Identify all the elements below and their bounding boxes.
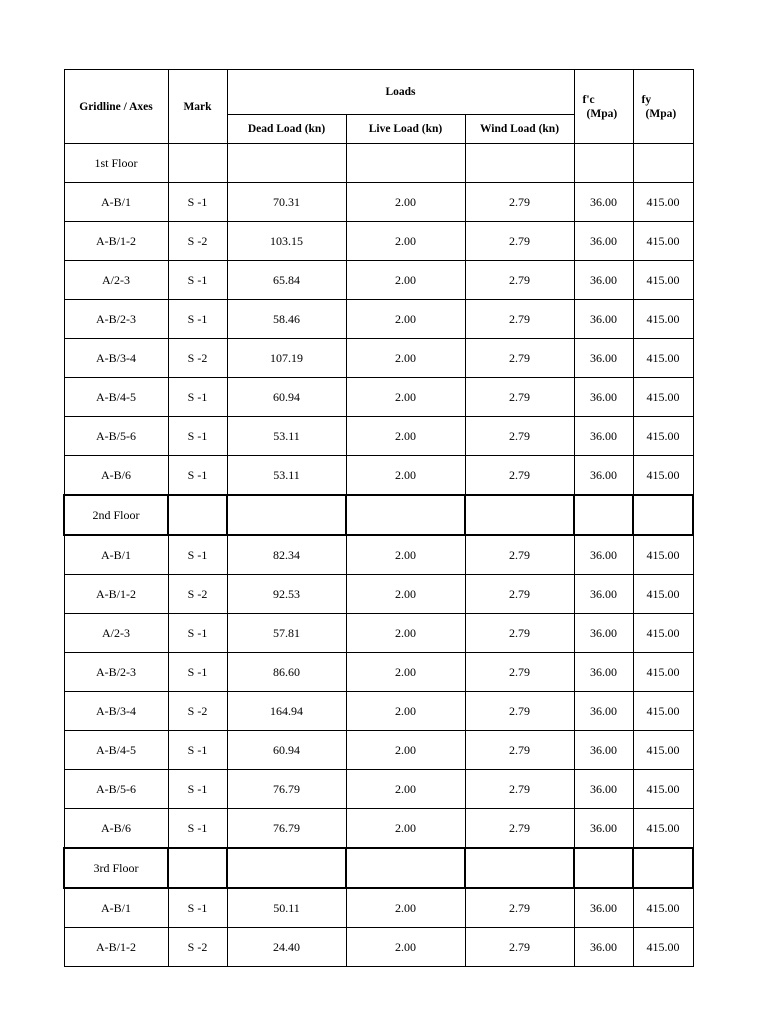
fy-cell: 415.00 — [633, 261, 693, 300]
wind-load-cell: 2.79 — [465, 535, 574, 575]
mark-cell: S -2 — [168, 928, 227, 967]
fc-cell: 36.00 — [574, 261, 633, 300]
dead-load-cell: 103.15 — [227, 222, 346, 261]
fy-cell: 415.00 — [633, 692, 693, 731]
empty-cell — [633, 144, 693, 183]
mark-cell: S -1 — [168, 809, 227, 849]
dead-load-cell: 60.94 — [227, 378, 346, 417]
table-row — [64, 183, 693, 222]
loads-table — [63, 69, 694, 967]
dead-load-cell: 107.19 — [227, 339, 346, 378]
fc-cell: 36.00 — [574, 653, 633, 692]
wind-load-cell: 2.79 — [465, 731, 574, 770]
fc-cell: 36.00 — [574, 614, 633, 653]
floor-label: 3rd Floor — [64, 848, 168, 888]
header-live-load: Live Load (kn) — [346, 115, 465, 144]
wind-load-cell: 2.79 — [465, 888, 574, 928]
dead-load-cell: 76.79 — [227, 809, 346, 849]
gridline-cell: A-B/6 — [64, 456, 168, 496]
wind-load-cell: 2.79 — [465, 809, 574, 849]
fy-cell: 415.00 — [633, 809, 693, 849]
gridline-cell: A-B/1-2 — [64, 222, 168, 261]
table-row — [64, 222, 693, 261]
fy-cell: 415.00 — [633, 456, 693, 496]
table-row — [64, 456, 693, 496]
fy-cell: 415.00 — [633, 614, 693, 653]
mark-cell: S -2 — [168, 692, 227, 731]
empty-cell — [574, 848, 633, 888]
wind-load-cell: 2.79 — [465, 300, 574, 339]
empty-cell — [227, 495, 346, 535]
mark-cell: S -1 — [168, 614, 227, 653]
live-load-cell: 2.00 — [346, 339, 465, 378]
fc-cell: 36.00 — [574, 339, 633, 378]
gridline-cell: A-B/3-4 — [64, 339, 168, 378]
gridline-cell: A-B/1 — [64, 535, 168, 575]
fy-cell: 415.00 — [633, 183, 693, 222]
gridline-cell: A-B/1-2 — [64, 928, 168, 967]
header-fc-label: f'c — [582, 93, 595, 106]
header-fc — [574, 70, 633, 144]
live-load-cell: 2.00 — [346, 809, 465, 849]
mark-cell: S -2 — [168, 339, 227, 378]
fc-cell: 36.00 — [574, 300, 633, 339]
mark-cell: S -1 — [168, 456, 227, 496]
gridline-cell: A/2-3 — [64, 614, 168, 653]
fy-cell: 415.00 — [633, 339, 693, 378]
dead-load-cell: 76.79 — [227, 770, 346, 809]
live-load-cell: 2.00 — [346, 653, 465, 692]
table-row — [64, 417, 693, 456]
header-wind-load: Wind Load (kn) — [465, 115, 574, 144]
mark-cell: S -1 — [168, 653, 227, 692]
gridline-cell: A-B/4-5 — [64, 731, 168, 770]
dead-load-cell: 86.60 — [227, 653, 346, 692]
live-load-cell: 2.00 — [346, 222, 465, 261]
table-row — [64, 770, 693, 809]
wind-load-cell: 2.79 — [465, 614, 574, 653]
table-row — [64, 692, 693, 731]
fc-cell: 36.00 — [574, 222, 633, 261]
header-loads: Loads — [227, 70, 574, 115]
mark-cell: S -2 — [168, 222, 227, 261]
fy-cell: 415.00 — [633, 378, 693, 417]
dead-load-cell: 82.34 — [227, 535, 346, 575]
empty-cell — [168, 144, 227, 183]
fc-cell: 36.00 — [574, 417, 633, 456]
fc-cell: 36.00 — [574, 183, 633, 222]
fy-cell: 415.00 — [633, 300, 693, 339]
floor-row — [64, 848, 693, 888]
empty-cell — [574, 144, 633, 183]
dead-load-cell: 164.94 — [227, 692, 346, 731]
gridline-cell: A-B/1 — [64, 888, 168, 928]
table-row — [64, 261, 693, 300]
empty-cell — [633, 848, 693, 888]
fc-cell: 36.00 — [574, 731, 633, 770]
floor-label: 1st Floor — [64, 144, 168, 183]
empty-cell — [168, 495, 227, 535]
mark-cell: S -1 — [168, 417, 227, 456]
floor-row — [64, 144, 693, 183]
header-fc-unit: (Mpa) — [586, 107, 618, 120]
wind-load-cell: 2.79 — [465, 222, 574, 261]
empty-cell — [633, 495, 693, 535]
fy-cell: 415.00 — [633, 653, 693, 692]
empty-cell — [346, 848, 465, 888]
fc-cell: 36.00 — [574, 770, 633, 809]
mark-cell: S -1 — [168, 183, 227, 222]
dead-load-cell: 57.81 — [227, 614, 346, 653]
gridline-cell: A-B/3-4 — [64, 692, 168, 731]
dead-load-cell: 70.31 — [227, 183, 346, 222]
live-load-cell: 2.00 — [346, 575, 465, 614]
live-load-cell: 2.00 — [346, 456, 465, 496]
table-row — [64, 731, 693, 770]
table-body — [64, 144, 693, 967]
table-row — [64, 300, 693, 339]
dead-load-cell: 60.94 — [227, 731, 346, 770]
table-row — [64, 339, 693, 378]
fy-cell: 415.00 — [633, 888, 693, 928]
fy-cell: 415.00 — [633, 731, 693, 770]
empty-cell — [465, 848, 574, 888]
empty-cell — [346, 495, 465, 535]
mark-cell: S -1 — [168, 378, 227, 417]
gridline-cell: A/2-3 — [64, 261, 168, 300]
floor-label: 2nd Floor — [64, 495, 168, 535]
empty-cell — [574, 495, 633, 535]
fy-cell: 415.00 — [633, 928, 693, 967]
live-load-cell: 2.00 — [346, 731, 465, 770]
wind-load-cell: 2.79 — [465, 928, 574, 967]
fc-cell: 36.00 — [574, 456, 633, 496]
fc-cell: 36.00 — [574, 928, 633, 967]
table-row — [64, 653, 693, 692]
mark-cell: S -1 — [168, 770, 227, 809]
fy-cell: 415.00 — [633, 770, 693, 809]
floor-row — [64, 495, 693, 535]
gridline-cell: A-B/1 — [64, 183, 168, 222]
fc-cell: 36.00 — [574, 692, 633, 731]
dead-load-cell: 92.53 — [227, 575, 346, 614]
mark-cell: S -1 — [168, 261, 227, 300]
live-load-cell: 2.00 — [346, 928, 465, 967]
gridline-cell: A-B/4-5 — [64, 378, 168, 417]
fc-cell: 36.00 — [574, 535, 633, 575]
live-load-cell: 2.00 — [346, 300, 465, 339]
dead-load-cell: 65.84 — [227, 261, 346, 300]
live-load-cell: 2.00 — [346, 888, 465, 928]
gridline-cell: A-B/1-2 — [64, 575, 168, 614]
mark-cell: S -1 — [168, 731, 227, 770]
live-load-cell: 2.00 — [346, 770, 465, 809]
live-load-cell: 2.00 — [346, 417, 465, 456]
gridline-cell: A-B/2-3 — [64, 300, 168, 339]
wind-load-cell: 2.79 — [465, 575, 574, 614]
mark-cell: S -2 — [168, 575, 227, 614]
fc-cell: 36.00 — [574, 888, 633, 928]
header-gridline: Gridline / Axes — [64, 70, 168, 144]
mark-cell: S -1 — [168, 535, 227, 575]
table-row — [64, 575, 693, 614]
wind-load-cell: 2.79 — [465, 456, 574, 496]
dead-load-cell: 24.40 — [227, 928, 346, 967]
wind-load-cell: 2.79 — [465, 692, 574, 731]
wind-load-cell: 2.79 — [465, 261, 574, 300]
live-load-cell: 2.00 — [346, 692, 465, 731]
header-fy — [633, 70, 693, 144]
table-row — [64, 535, 693, 575]
loads-table-sheet — [63, 69, 692, 954]
live-load-cell: 2.00 — [346, 535, 465, 575]
fc-cell: 36.00 — [574, 378, 633, 417]
live-load-cell: 2.00 — [346, 261, 465, 300]
table-row — [64, 888, 693, 928]
empty-cell — [465, 144, 574, 183]
header-fy-unit: (Mpa) — [645, 107, 677, 120]
empty-cell — [227, 848, 346, 888]
wind-load-cell: 2.79 — [465, 653, 574, 692]
empty-cell — [168, 848, 227, 888]
header-mark: Mark — [168, 70, 227, 144]
dead-load-cell: 58.46 — [227, 300, 346, 339]
empty-cell — [465, 495, 574, 535]
table-header — [64, 70, 693, 144]
dead-load-cell: 53.11 — [227, 417, 346, 456]
header-fy-label: fy — [641, 93, 652, 106]
live-load-cell: 2.00 — [346, 378, 465, 417]
fc-cell: 36.00 — [574, 809, 633, 849]
header-dead-load: Dead Load (kn) — [227, 115, 346, 144]
gridline-cell: A-B/6 — [64, 809, 168, 849]
mark-cell: S -1 — [168, 888, 227, 928]
table-row — [64, 614, 693, 653]
table-row — [64, 928, 693, 967]
dead-load-cell: 50.11 — [227, 888, 346, 928]
wind-load-cell: 2.79 — [465, 770, 574, 809]
dead-load-cell: 53.11 — [227, 456, 346, 496]
wind-load-cell: 2.79 — [465, 417, 574, 456]
fc-cell: 36.00 — [574, 575, 633, 614]
wind-load-cell: 2.79 — [465, 339, 574, 378]
fy-cell: 415.00 — [633, 417, 693, 456]
empty-cell — [227, 144, 346, 183]
gridline-cell: A-B/5-6 — [64, 770, 168, 809]
table-row — [64, 809, 693, 849]
gridline-cell: A-B/5-6 — [64, 417, 168, 456]
fy-cell: 415.00 — [633, 575, 693, 614]
wind-load-cell: 2.79 — [465, 378, 574, 417]
mark-cell: S -1 — [168, 300, 227, 339]
live-load-cell: 2.00 — [346, 183, 465, 222]
fy-cell: 415.00 — [633, 535, 693, 575]
gridline-cell: A-B/2-3 — [64, 653, 168, 692]
table-row — [64, 378, 693, 417]
wind-load-cell: 2.79 — [465, 183, 574, 222]
live-load-cell: 2.00 — [346, 614, 465, 653]
empty-cell — [346, 144, 465, 183]
fy-cell: 415.00 — [633, 222, 693, 261]
